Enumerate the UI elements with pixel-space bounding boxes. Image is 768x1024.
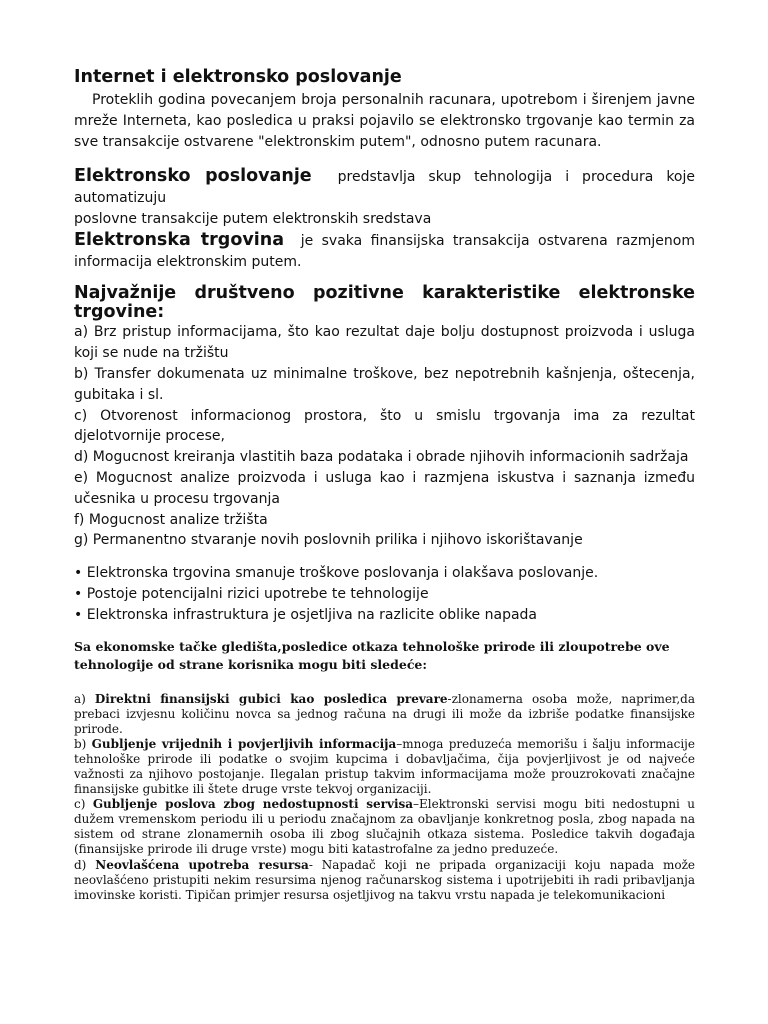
consequence-prefix: c)	[74, 797, 93, 812]
spacer	[74, 626, 695, 638]
consequence-text: –mnoga preduzeća memorišu i šalju informacije tehnološke prirode ili podatke o svojim kupcima i dobavljačima, čija povjerljivost je od najveće važnosti za njihovo postojanje. Ilegalan pristup takvim informacijama može prouzrokovati značajne finansijske gubitke ili štete druge vrste tekvoj organizaciji.	[74, 736, 695, 797]
list-item: g) Permanentno stvaranje novih poslovnih prilika i njihovo iskorištavanje	[74, 532, 583, 549]
consequence-item	[74, 737, 695, 797]
list-item: c) Otvorenost informacionog prostora, što u smislu trgovanja ima za rezultat djelotvornije procese,	[74, 407, 695, 445]
list-item: b) Transfer dokumenata uz minimalne troškove, bez nepotrebnih kašnjenja, oštecenja, gubitaka i sl.	[74, 365, 695, 403]
document-page	[74, 66, 695, 903]
consequence-text: -zlonamerna osoba može, naprimer,da prebaci izvjesnu količinu novca sa jednog računa na drugi ili može da izbriše podatke finansijske prirode.	[74, 691, 695, 736]
definition-term: Elektronsko poslovanje	[74, 166, 312, 187]
document-title: Internet i elektronsko poslovanje	[74, 67, 402, 87]
bullet-item: • Postoje potencijalni rizici upotrebe te tehnologije	[74, 585, 429, 602]
list-item: e) Mogucnost analize proizvoda i usluga kao i razmjena iskustva i saznanja između učesnika u procesu trgovanja	[74, 469, 695, 507]
definition-line	[74, 166, 695, 188]
consequences-list	[74, 692, 695, 903]
definition-term: Elektronska trgovina	[74, 229, 285, 250]
definition-line: poslovne transakcije putem elektronskih sredstava	[74, 210, 432, 227]
bullet-item: • Elektronska trgovina smanuje troškove poslovanja i olakšava poslovanje.	[74, 565, 599, 582]
bullet-list	[74, 563, 695, 625]
list-item: d) Mogucnost kreiranja vlastitih baza podataka i obrade njihovih informacionih sadržaja	[74, 449, 689, 466]
spacer	[74, 152, 695, 166]
definition-text: je svaka finansijska transakcija ostvarena razmjenom	[300, 232, 695, 249]
consequence-item	[74, 692, 695, 737]
consequence-term: Gubljenje poslova zbog nedostupnosti servisa	[92, 797, 414, 812]
consequence-prefix: a)	[74, 691, 95, 706]
intro-paragraph: Proteklih godina povecanjem broja personalnih racunara, upotrebom i širenjem javne mreže Interneta, kao posledica u praksi pojavilo se elektronsko trgovanje kao termin za sve transakcije ostvarene "elektronskim putem", odnosno putem racunara.	[74, 92, 695, 150]
spacer	[74, 674, 695, 692]
consequence-prefix: b)	[74, 736, 92, 751]
definition-line: informacija elektronskim putem.	[74, 253, 302, 270]
consequence-text: - Napadač koji ne pripada organizaciji koju napada može neovlašćeno pristupiti nekim resursima njenog računarskog sistema i upotrijebiti ih radi pribavljanja imovinske koristi. Tipičan primjer resursa osjetljivog na takvu vrstu napada je telekomunikacioni	[74, 857, 695, 902]
list-item: a) Brz pristup informacijama, što kao rezultat daje bolju dostupnost proizvoda i usluga koji se nude na tržištu	[74, 324, 695, 362]
definition-line	[74, 230, 695, 252]
section-heading: Najvažnije društveno pozitivne karakteristike elektronske trgovine:	[74, 283, 695, 323]
consequence-term: Gubljenje vrijednih i povjerljivih informacija	[91, 736, 397, 751]
consequence-item	[74, 797, 695, 857]
spacer	[74, 551, 695, 563]
consequences-heading: Sa ekonomske tačke gledišta,posledice otkaza tehnološke prirode ili zloupotrebe ove tehnologije od strane korisnika mogu biti sledeće:	[74, 638, 670, 672]
consequence-text: –Elektronski servisi mogu biti nedostupni u dužem vremenskom periodu ili u periodu značajnom za obavljanje konkretnog posla, zbog napada na sistem od strane zlonamernih osoba ili zbog slučajnih otkaza sistema. Posledice takvih događaja (finansijske prirode ili druge vrste) mogu biti katastrofalne za jedno preduzeće.	[74, 797, 696, 857]
characteristics-list	[74, 322, 695, 551]
consequence-prefix: d)	[74, 857, 96, 872]
definition-e-business	[74, 166, 695, 229]
definition-e-commerce	[74, 230, 695, 273]
definition-text: predstavlja skup tehnologija i procedura koje	[337, 169, 696, 186]
bullet-item: • Elektronska infrastruktura je osjetljiva na razlicite oblike napada	[74, 606, 537, 623]
list-item: f) Mogucnost analize tržišta	[74, 511, 268, 528]
consequence-term: Neovlašćena upotreba resursa	[95, 857, 309, 872]
consequence-term: Direktni finansijski gubici kao posledica prevare	[94, 691, 448, 706]
consequence-item	[74, 858, 695, 903]
definition-line: automatizuju	[74, 190, 167, 207]
